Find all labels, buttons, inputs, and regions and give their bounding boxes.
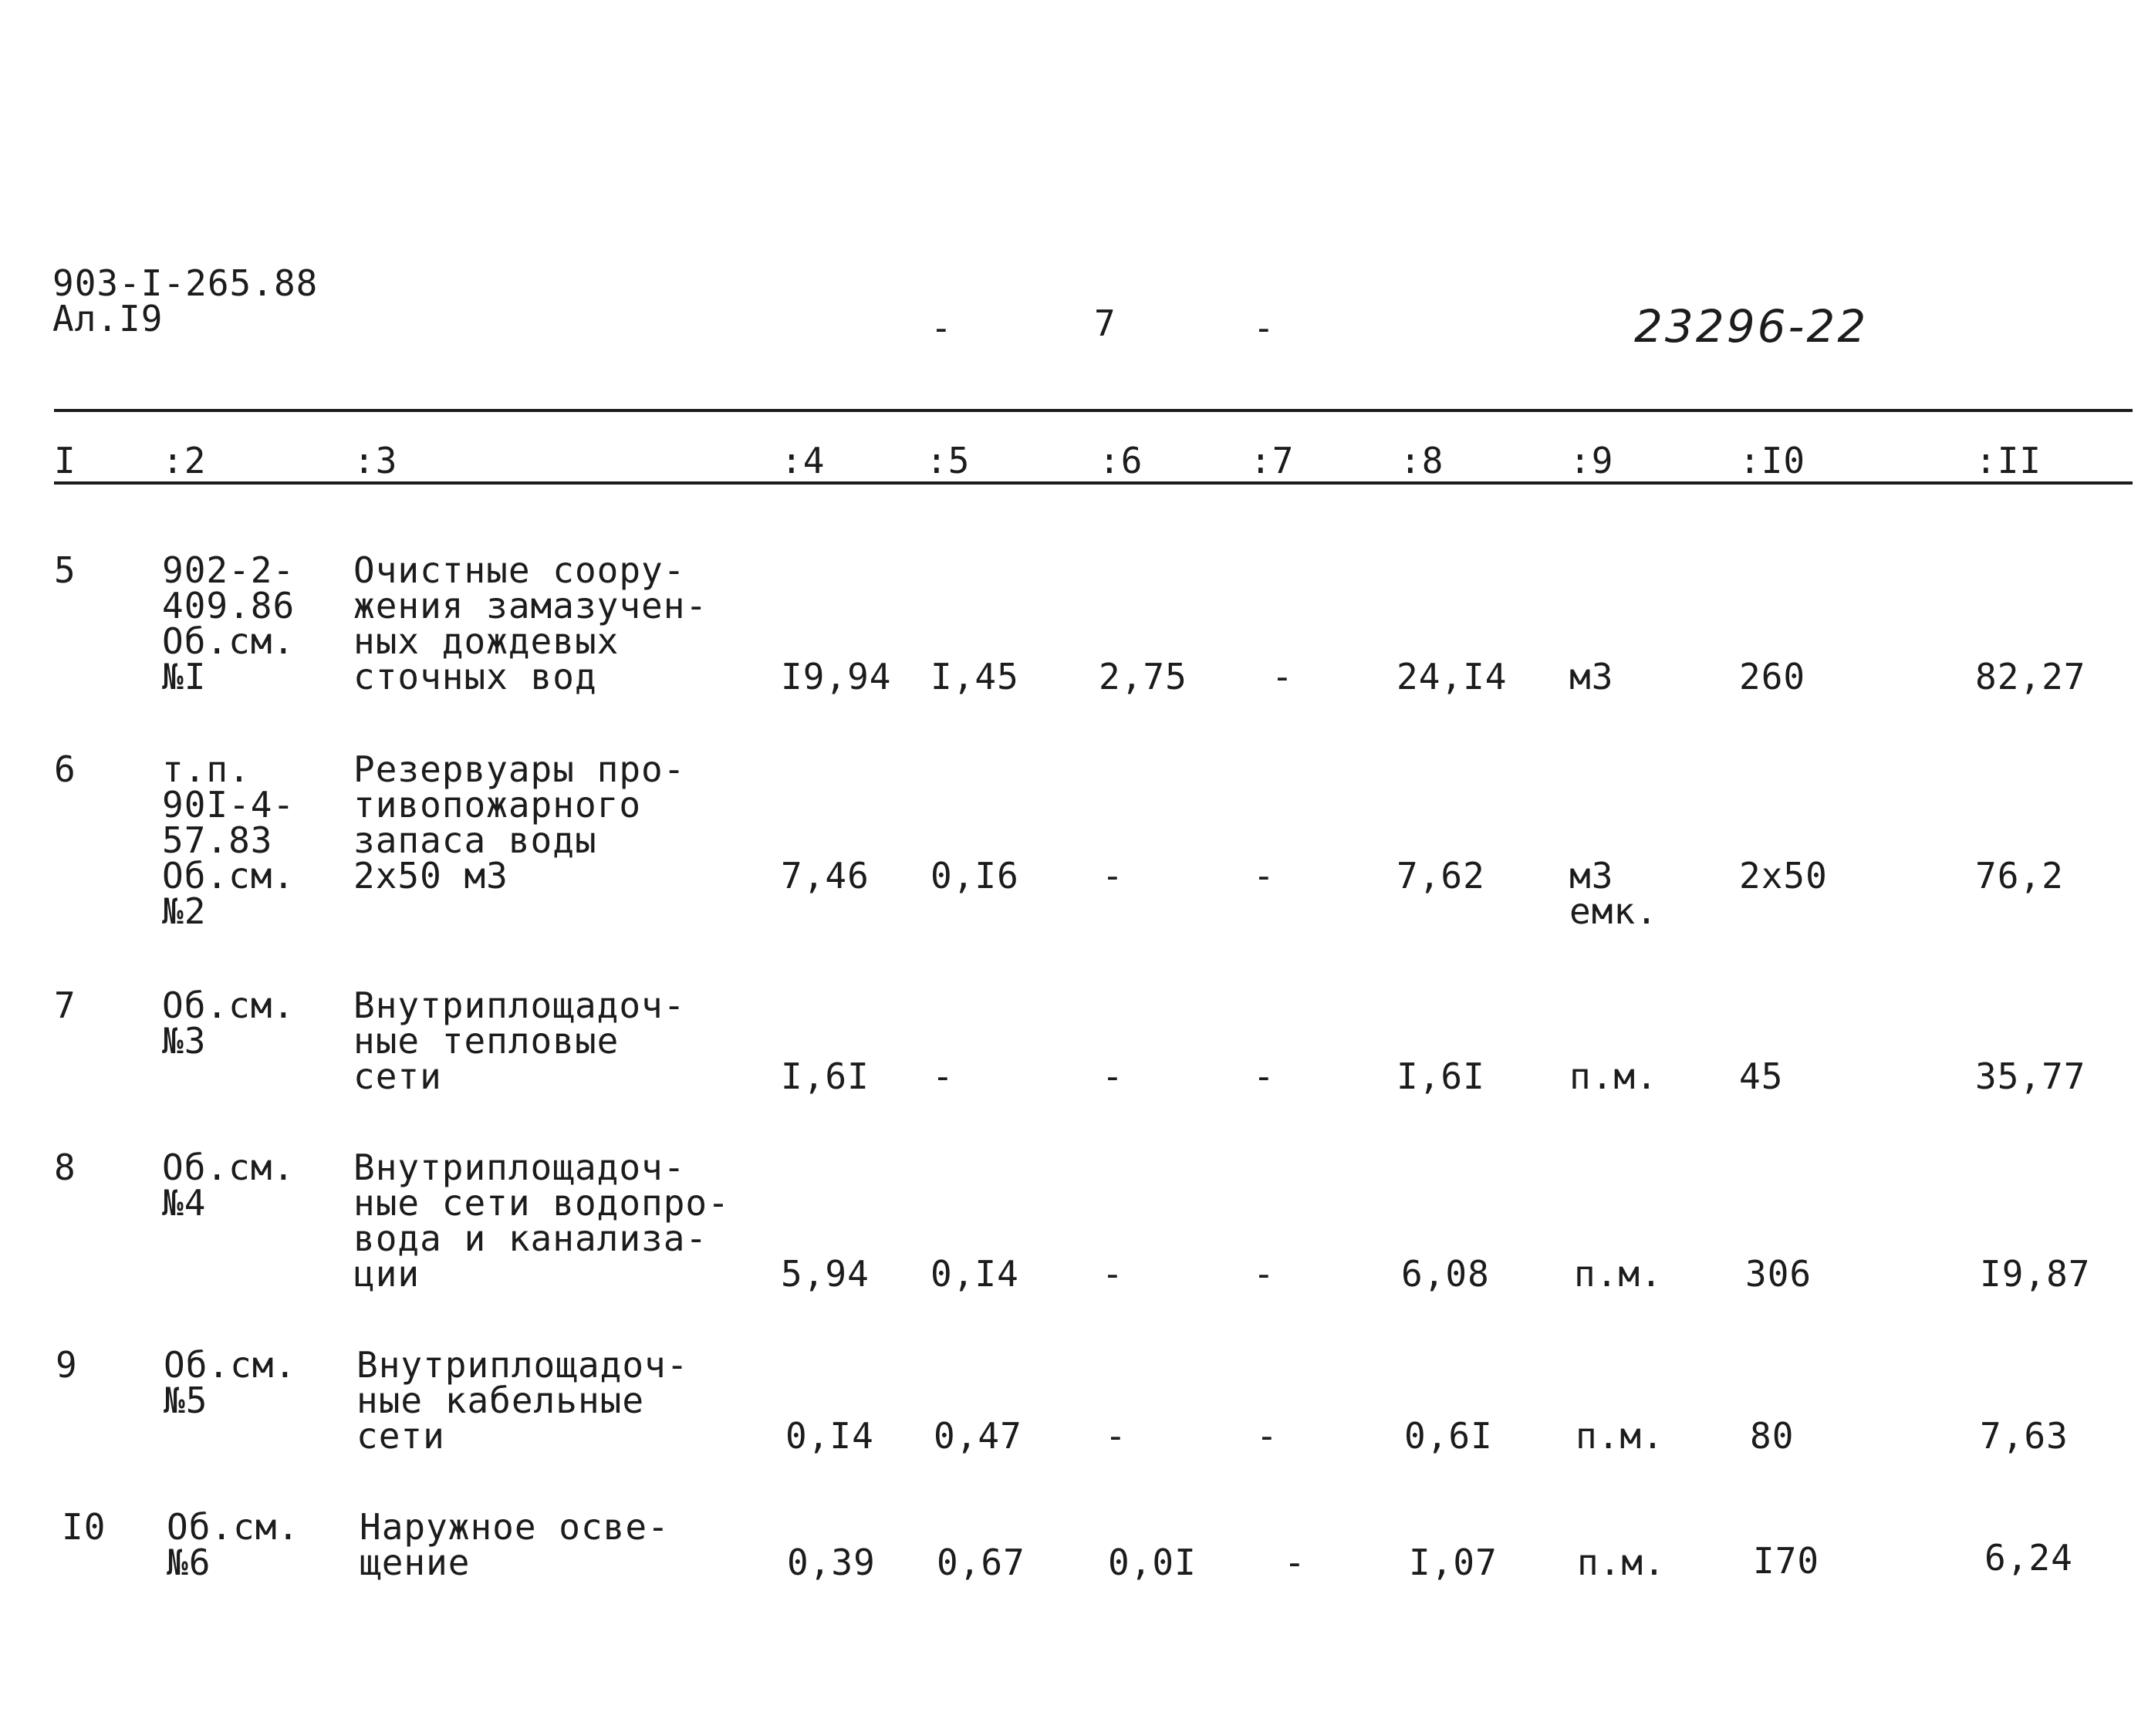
cell-col6: 0,0I: [1108, 1542, 1197, 1583]
cell-col5: 0,I6: [930, 855, 1019, 897]
cell-col8: I,07: [1409, 1542, 1498, 1583]
reference-document: т.п. 90I-4- 57.83 Об.см. №2: [162, 748, 296, 932]
cell-col11: 82,27: [1975, 656, 2086, 697]
cell-col8: 24,I4: [1397, 656, 1508, 697]
cell-col7: -: [1272, 656, 1294, 697]
cell-col7: -: [1253, 1055, 1275, 1097]
row-number: I0: [62, 1506, 106, 1548]
cell-col8: 0,6I: [1404, 1415, 1493, 1457]
column-header: :II: [1975, 440, 2042, 481]
reference-document: Об.см. №5: [164, 1344, 297, 1421]
unit-of-measure: м3: [1569, 656, 1614, 697]
sheet-number: Ал.I9: [52, 298, 164, 339]
column-header: :8: [1400, 440, 1444, 481]
row-number: 5: [54, 549, 76, 591]
reference-document: Об.см. №4: [162, 1147, 296, 1224]
cell-col6: -: [1102, 1055, 1124, 1097]
object-name: Внутриплощадоч- ные сети водопро- вода и канализа- ции: [353, 1147, 730, 1295]
cell-col8: I,6I: [1397, 1055, 1485, 1097]
column-header: :4: [781, 440, 826, 481]
column-header: :7: [1250, 440, 1295, 481]
unit-of-measure: м3 емк.: [1569, 855, 1658, 932]
page-dash-right: -: [1253, 307, 1275, 349]
quantity: 260: [1739, 656, 1806, 697]
cell-col11: 76,2: [1975, 855, 2064, 897]
row-number: 7: [54, 985, 76, 1026]
cell-col11: 35,77: [1975, 1055, 2086, 1097]
document-code: 903-I-265.88: [52, 262, 319, 304]
column-header: I: [54, 440, 76, 481]
column-header-rule: [54, 481, 2133, 485]
column-header: :2: [162, 440, 207, 481]
reference-document: Об.см. №3: [162, 985, 296, 1062]
object-name: Внутриплощадоч- ные тепловые сети: [353, 985, 686, 1097]
object-name: Очистные соору- жения замазучен- ных дождевых сточных вод: [353, 549, 708, 697]
column-header: :5: [926, 440, 971, 481]
row-number: 8: [54, 1147, 76, 1188]
cell-col11: 6,24: [1984, 1537, 2073, 1579]
quantity: 80: [1750, 1415, 1795, 1457]
cell-col7: -: [1256, 1415, 1278, 1457]
unit-of-measure: п.м.: [1569, 1055, 1658, 1097]
quantity: 2х50: [1739, 855, 1828, 897]
column-header: :I0: [1739, 440, 1806, 481]
column-header: :3: [353, 440, 398, 481]
page-dash-left: -: [930, 307, 953, 349]
cell-col7: -: [1284, 1542, 1306, 1583]
quantity: I70: [1753, 1540, 1820, 1582]
cell-col5: I,45: [930, 656, 1019, 697]
top-rule: [54, 409, 2133, 412]
quantity: 306: [1745, 1253, 1812, 1295]
cell-col4: 5,94: [781, 1253, 870, 1295]
inventory-number: 23296-22: [1634, 300, 1869, 353]
object-name: Резервуары про- тивопожарного запаса воды 2х50 м3: [353, 748, 686, 897]
cell-col4: 7,46: [781, 855, 870, 897]
page-number: 7: [1094, 302, 1116, 344]
unit-of-measure: п.м.: [1576, 1415, 1664, 1457]
reference-document: Об.см. №6: [167, 1506, 300, 1583]
cell-col8: 6,08: [1401, 1253, 1490, 1295]
row-number: 9: [56, 1344, 78, 1386]
cell-col6: 2,75: [1099, 656, 1187, 697]
cell-col5: 0,67: [937, 1542, 1025, 1583]
quantity: 45: [1739, 1055, 1784, 1097]
cell-col5: -: [932, 1055, 954, 1097]
object-name: Наружное осве- щение: [360, 1506, 670, 1583]
cell-col6: -: [1105, 1415, 1127, 1457]
cell-col5: 0,I4: [930, 1253, 1019, 1295]
reference-document: 902-2- 409.86 Об.см. №I: [162, 549, 296, 697]
cell-col4: I9,94: [781, 656, 892, 697]
unit-of-measure: п.м.: [1574, 1253, 1663, 1295]
cell-col11: I9,87: [1980, 1253, 2091, 1295]
cell-col7: -: [1253, 1253, 1275, 1295]
cell-col4: 0,I4: [785, 1415, 874, 1457]
cell-col11: 7,63: [1980, 1415, 2069, 1457]
object-name: Внутриплощадоч- ные кабельные сети: [356, 1344, 689, 1457]
cell-col8: 7,62: [1397, 855, 1485, 897]
cell-col4: I,6I: [781, 1055, 870, 1097]
unit-of-measure: п.м.: [1577, 1542, 1666, 1583]
column-header: :6: [1099, 440, 1143, 481]
cell-col5: 0,47: [934, 1415, 1022, 1457]
row-number: 6: [54, 748, 76, 790]
cell-col6: -: [1102, 855, 1124, 897]
cell-col7: -: [1253, 855, 1275, 897]
cell-col6: -: [1102, 1253, 1124, 1295]
cell-col4: 0,39: [787, 1542, 876, 1583]
column-header: :9: [1569, 440, 1614, 481]
